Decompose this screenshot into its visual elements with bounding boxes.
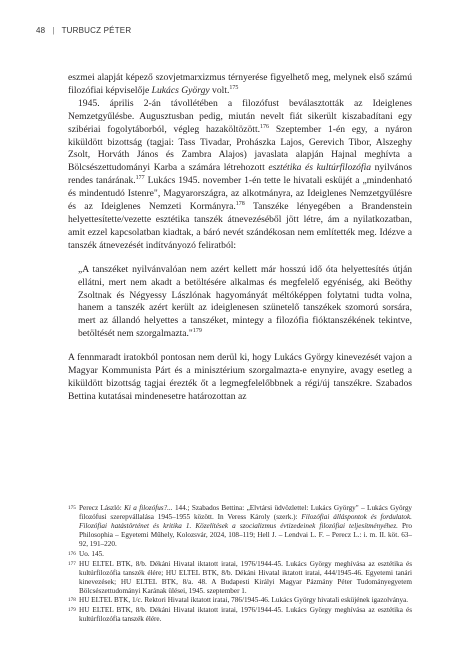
footnote-ref[interactable]: 175 xyxy=(229,84,239,91)
footnote-ref[interactable]: 176 xyxy=(260,123,270,130)
block-quote: „A tanszéket nyilvánvalóan nem azért kellett már hosszú idő óta helyettesítés útján ellátni, mert nem akadt a betöltésére alkalmas és megfelelő egyéniség, aki Beöthy Zsoltnak és Négyessy Lászlónak hagyományát méltóképpen folytatni tudta volna, hanem a tanszék azért került az ideiglenesen szünetelő tanszékek szomorú sorsára, mert az állandó helyettes a tanszéket, mintegy a filozófia fióktanszékének tekintve, betöltését nem szorgalmazta."$^{179}$ xyxy=(78,263,412,340)
footnote-175: 175 Perecz László: Ki a filozófus?... 144.; Szabados Bettina: „Elvtársi üdvözlettel: Lukács György" – Lukács György filozófusi szerepvállalása 1945–1955 között. In Veress Károly (szerk.): Filozófiai álláspontok és fordulatok. Filozófiai hatástörténet és kritika 1. Közelítések a szocializmus évtizedeinek filozófiai teljesítményéhez. Pro Philosophia – Egyetemi Műhely, Kolozsvár, 2024, 108–119; Hell J. – Lendvai L. F. – Perecz L.: i. m. II. köt. 63–92, 191–220. xyxy=(68,504,413,549)
footnotes xyxy=(68,504,412,625)
footnote-ref[interactable]: 178 xyxy=(235,200,245,207)
footnote-178: 178 HU ELTEL BTK, 1/c. Rektori Hivatal iktatott iratai, 786/1945-46. Lukács György hivatali esküjének igazolványa. xyxy=(68,596,409,605)
main-text xyxy=(68,72,412,404)
page-number: 48 xyxy=(36,26,46,35)
header-separator: | xyxy=(52,26,55,35)
footnote-177: 177 HU ELTEL BTK, 8/b. Dékáni Hivatal iktatott iratai, 1976/1944-45. Lukács György meghívása az esztétika és kultúrfilozófia tanszék élére; HU ELTEL BTK, 8/b. Dékáni Hivatal iktatott iratai, 444/1945-46. Egyetemi tanári kinevezések; HU ELTEL BTK, 8/a. 48. A Budapesti Királyi Magyar Pázmány Péter Tudományegyetem Bölcsészettudományi Karának ülései, 1945. szeptember 1. xyxy=(68,559,412,595)
paragraph-3: A fennmaradt iratokból pontosan nem derül ki, hogy Lukács György kinevezését vajon a Magyar Kommunista Párt és a minisztérium szorgalmazta-e enynyire, avagy esetleg a kiküldött bizottság tagjai érezték őt a legmegfelelőbbnek a régi/új tanszékre. Szabados Bettina kutatásai mindenesetre határozottan az xyxy=(68,352,412,402)
paragraph-2: 1945. április 2-án távollétében a filozófust beválasztották az Ideiglenes Nemzetgyűlésbe. Augusztusban pedig, miután nevelt fiát sikerült kiszabadítani egy szibériai fogolytáborból, végleg hazaköltözött.$^{176}$ Szeptember 1-én egy, a nyáron kiküldött bizottság (tagjai: Tass Tivadar, Prohászka Lajos, Gerevich Tibor, Alszeghy Zsolt, Horváth János és Zambra Alajos) javaslata alapján Hajnal meghívta a Bölcsészettudományi Karba a számára létrehozott esztétika és kultúrfilozófia nyilvános rendes tanárának.$^{177}$ Lukács 1945. november 1-én tette le hivatali esküjét a „mindenható és mindentudó Istenre", Magyarországra, az alkotmányra, az Ideiglenes Nemzetgyűlésre és az Ideiglenes Nemzeti Kormányra.$^{178}$ Tanszéke lényegében a Brandenstein helyettesítette/vezette esztétika tanszék átnevezéséből jött létre, ám a nyilatkozatban, amit ezzel kapcsolatban kiadtak, a báró nevét szándékosan nem említették meg. Idézve a tanszék átnevezését indítványozó feliratból: xyxy=(68,97,413,251)
paragraph-1: eszmei alapját képező szovjetmarxizmus térnyerése figyelhető meg, melynek első számú filozófiai képviselője Lukács György volt.$^{175}$ xyxy=(68,72,412,96)
running-title: TURBUCZ PÉTER xyxy=(61,26,132,35)
footnote-ref[interactable]: 179 xyxy=(192,328,202,335)
footnote-179: 179 HU ELTEL BTK, 8/b. Dékáni Hivatal iktatott iratai, 1976/1944-45. Lukács György meghívása az esztétika és kultúrfilozófia tanszék élére. xyxy=(68,606,412,624)
running-header xyxy=(36,26,131,35)
footnote-176: 176 Uo. 145. xyxy=(68,549,104,558)
footnote-ref[interactable]: 177 xyxy=(135,175,145,182)
